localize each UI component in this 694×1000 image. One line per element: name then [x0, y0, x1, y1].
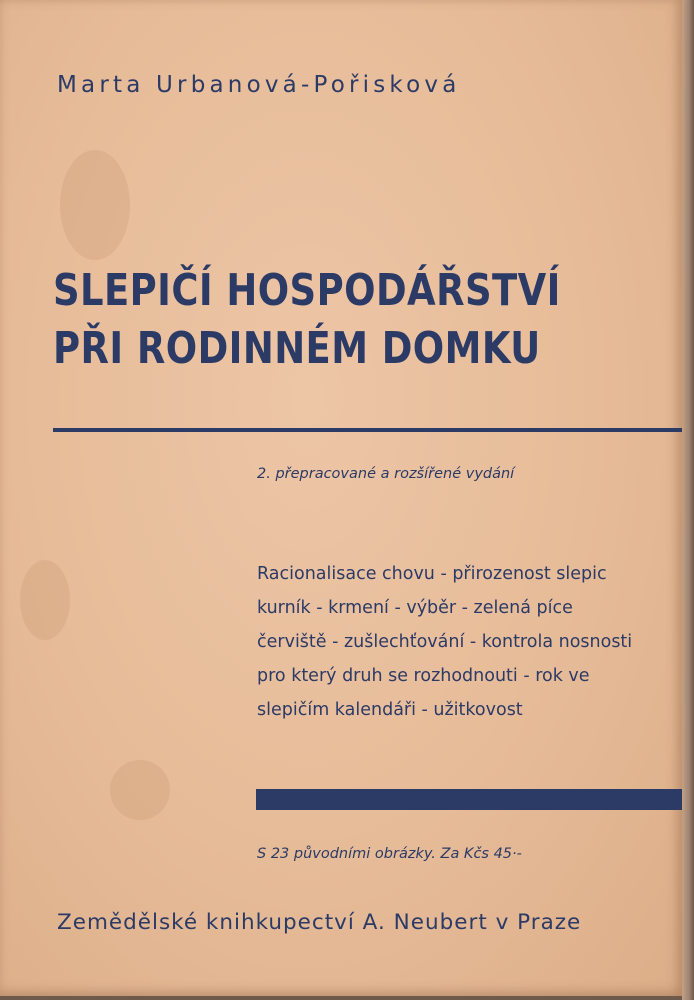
- paper-stain: [110, 760, 170, 820]
- title-rule: [53, 428, 682, 432]
- author-name: Marta Urbanová-Pořisková: [57, 72, 461, 98]
- paper-stain: [20, 560, 70, 640]
- topic-line: červiště - zušlechťování - kontrola nosnosti: [257, 632, 633, 652]
- topic-line: slepičím kalendáři - užitkovost: [257, 700, 523, 720]
- topic-line: Racionalisace chovu - přirozenost slepic: [257, 564, 607, 584]
- title-line-2: PŘI RODINNÉM DOMKU: [53, 323, 541, 374]
- page-edge: [682, 0, 694, 1000]
- topic-line: pro který druh se rozhodnouti - rok ve: [257, 666, 590, 686]
- title-line-1: SLEPIČÍ HOSPODÁŘSTVÍ: [53, 265, 561, 316]
- topic-line: kurník - krmení - výběr - zelená píce: [257, 598, 573, 618]
- topics-list: [257, 557, 667, 727]
- book-title: [53, 262, 561, 378]
- edition-note: 2. přepracované a rozšířené vydání: [257, 466, 515, 482]
- publisher-name: Zemědělské knihkupectví A. Neubert v Praze: [57, 910, 582, 935]
- decorative-bar: [256, 789, 682, 810]
- illustrations-price-note: S 23 původními obrázky. Za Kčs 45·-: [257, 846, 522, 862]
- paper-stain: [60, 150, 130, 260]
